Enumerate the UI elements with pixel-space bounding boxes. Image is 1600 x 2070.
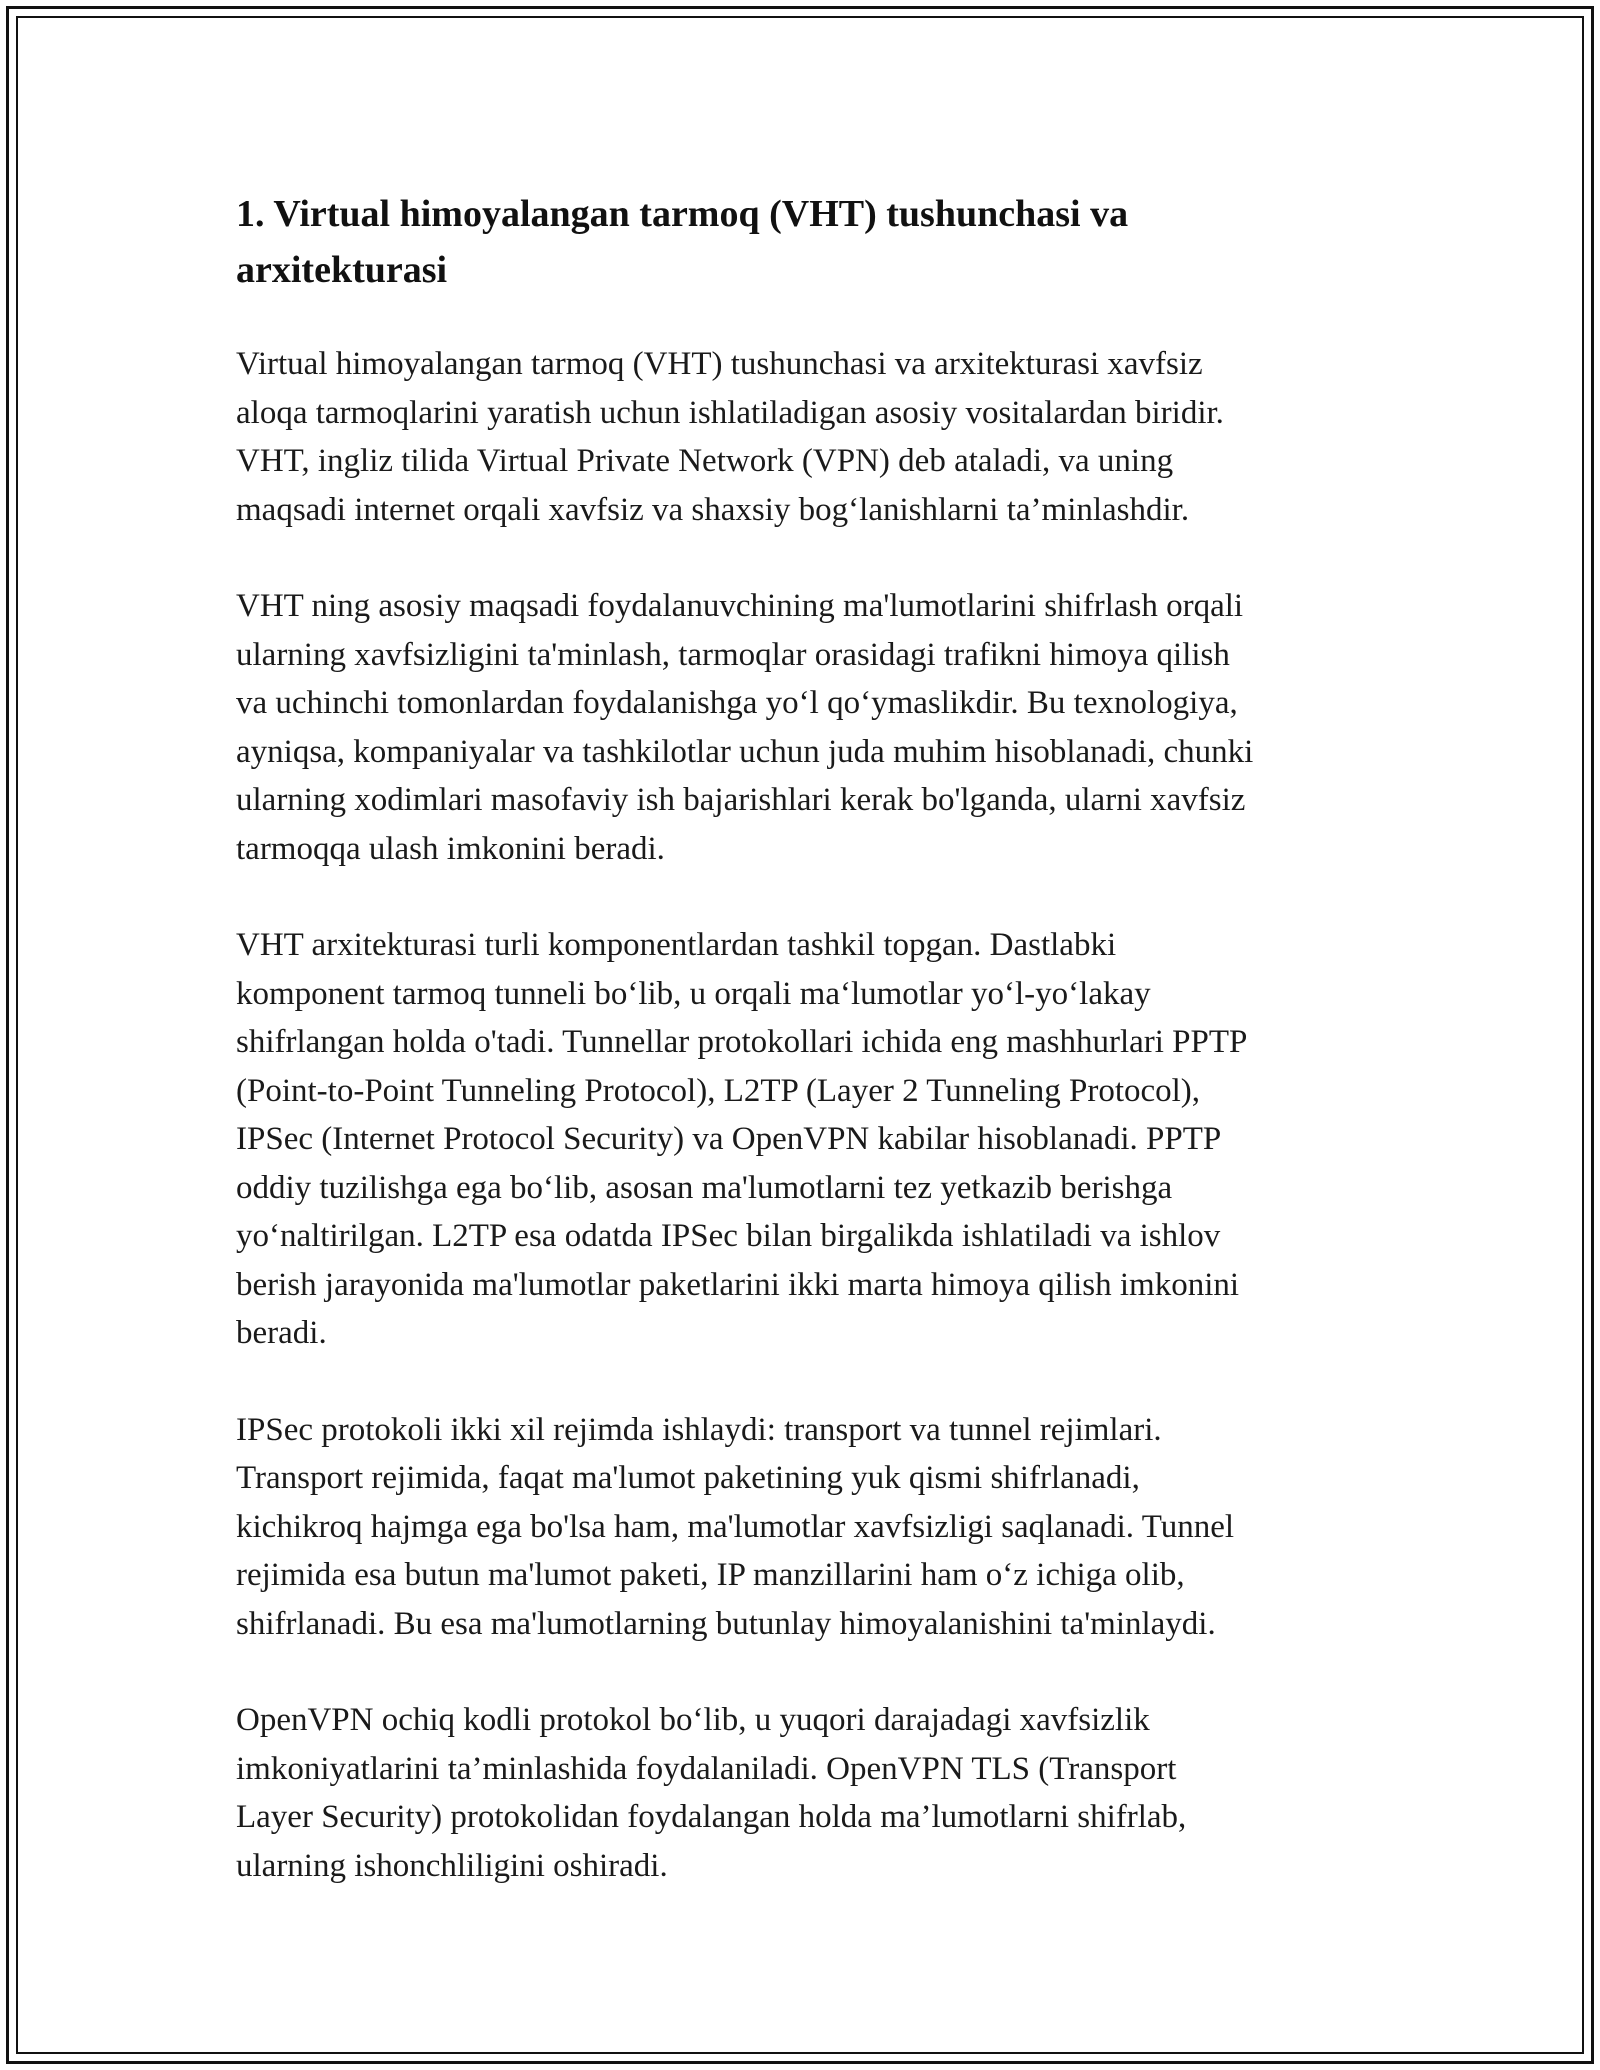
paragraph-purpose: VHT ning asosiy maqsadi foydalanuvchining ma'lumotlarini shifrlash orqali ularning xavfsizligini ta'minlash, tarmoqlar orasidagi trafikni himoya qilish va uchinchi tomonlardan foydalanishga yo‘l qo‘ymaslikdir. Bu texnologiya, ayniqsa, kompaniyalar va tashkilotlar uchun juda muhim hisoblanadi, chunki ularning xodimlari masofaviy ish bajarishlari kerak bo'lganda, ularni xavfsiz tarmoqqa ulash imkonini beradi. bbox=[236, 588, 1254, 867]
paragraph-intro: Virtual himoyalangan tarmoq (VHT) tushunchasi va arxitekturasi xavfsiz aloqa tarmoqlarini yaratish uchun ishlatiladigan asosiy vositalardan biridir. VHT, ingliz tilida Virtual Private Network (VPN) deb ataladi, va uning maqsadi internet orqali xavfsiz va shaxsiy bog‘lanishlarni ta’minlashdir. bbox=[236, 346, 1224, 528]
paragraph-ipsec: IPSec protokoli ikki xil rejimda ishlaydi: transport va tunnel rejimlari. Transport rejimida, faqat ma'lumot paketining yuk qismi shifrlanadi, kichikroq hajmga ega bo'lsa ham, ma'lumotlar xavfsizligi saqlanadi. Tunnel rejimida esa butun ma'lumot paketi, IP manzillarini ham o‘z ichiga olib, shifrlanadi. Bu esa ma'lumotlarning butunlay himoyalanishini ta'minlaydi. bbox=[236, 1411, 1235, 1642]
paragraph-architecture: VHT arxitekturasi turli komponentlardan tashkil topgan. Dastlabki komponent tarmoq tunneli bo‘lib, u orqali ma‘lumotlar yo‘l-yo‘lakay shifrlangan holda o'tadi. Tunnellar protokollari ichida eng mashhurlari PPTP (Point-to-Point Tunneling Protocol), L2TP (Layer 2 Tunneling Protocol), IPSec (Internet Protocol Security) va OpenVPN kabilar hisoblanadi. PPTP oddiy tuzilishga ega bo‘lib, asosan ma'lumotlarni tez yetkazib berishga yo‘naltirilgan. L2TP esa odatda IPSec bilan birgalikda ishlatiladi va ishlov berish jarayonida ma'lumotlar paketlarini ikki marta himoya qilish imkonini beradi. bbox=[236, 927, 1248, 1351]
document-body bbox=[236, 186, 1376, 1938]
section-heading: 1. Virtual himoyalangan tarmoq (VHT) tushunchasi va arxitekturasi bbox=[236, 193, 1129, 291]
paragraph-openvpn: OpenVPN ochiq kodli protokol bo‘lib, u yuqori darajadagi xavfsizlik imkoniyatlarini ta’minlashida foydalaniladi. OpenVPN TLS (Transport Layer Security) protokolidan foydalangan holda ma’lumotlarni shifrlab, ularning ishonchliligini oshiradi. bbox=[236, 1702, 1187, 1884]
